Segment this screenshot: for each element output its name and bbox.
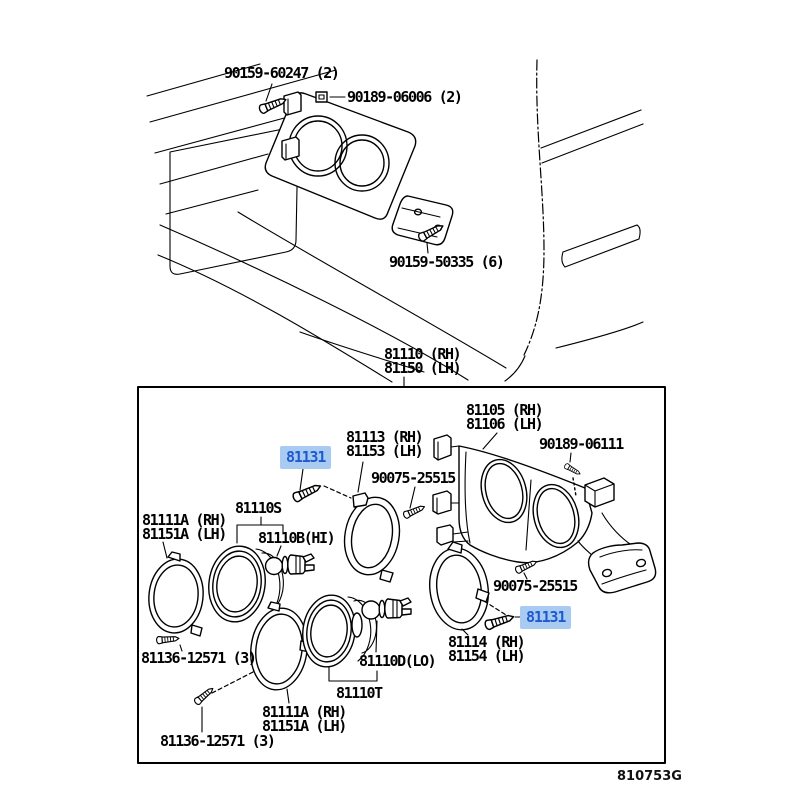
part-label-81110D-LO[interactable]: 81110D(LO): [359, 652, 436, 670]
part-number-81111A-rh-lower[interactable]: 81111A (RH): [262, 703, 346, 721]
part-label-81105-81106[interactable]: [466, 403, 542, 431]
part-number-81151A-lh-lower[interactable]: 81151A (LH): [262, 717, 346, 735]
part-number-81106-lh[interactable]: 81106 (LH): [466, 415, 543, 433]
part-label-90189-06111[interactable]: 90189-06111: [539, 435, 623, 453]
bulb-lo-drawing: [362, 598, 411, 619]
clip-90189-06006-drawing: [316, 92, 327, 102]
part-label-81110-81150[interactable]: [384, 347, 460, 375]
part-label-81131-upper-highlighted[interactable]: 81131: [280, 446, 331, 469]
part-number-81114-rh[interactable]: 81114 (RH): [448, 633, 525, 651]
part-number-81110-rh[interactable]: 81110 (RH): [384, 345, 461, 363]
part-label-81114-81154[interactable]: [448, 635, 524, 663]
part-label-90159-60247[interactable]: 90159-60247 (2): [224, 64, 339, 82]
part-label-81110S[interactable]: 81110S: [235, 499, 281, 517]
part-number-81111A-rh[interactable]: 81111A (RH): [142, 511, 226, 529]
part-number-81105-rh[interactable]: 81105 (RH): [466, 401, 543, 419]
part-label-81131-lower-highlighted[interactable]: 81131: [520, 606, 571, 629]
part-label-81136-12571-upper[interactable]: 81136-12571 (3): [141, 649, 256, 667]
part-label-90075-25515-lower[interactable]: 90075-25515: [493, 577, 577, 595]
part-label-90159-50335[interactable]: 90159-50335 (6): [389, 253, 504, 271]
part-label-81111A-81151A-upper[interactable]: [142, 513, 226, 541]
headlamp-assembly-installed-drawing: [258, 84, 453, 253]
part-number-81150-lh[interactable]: 81150 (LH): [384, 359, 461, 377]
seal-ring-upper-drawing: [339, 493, 406, 582]
part-label-81110B-HI[interactable]: 81110B(HI): [258, 529, 335, 547]
part-label-81110T[interactable]: 81110T: [336, 684, 382, 702]
retaining-ring-upper-drawing: [145, 552, 206, 636]
part-label-90075-25515-upper[interactable]: 90075-25515: [371, 469, 455, 487]
retaining-ring-lower-drawing: [246, 602, 312, 693]
figure-code: 810753G: [617, 769, 682, 784]
seal-ring-lower-drawing: [425, 542, 494, 634]
part-label-90189-06006[interactable]: 90189-06006 (2): [347, 88, 462, 106]
part-label-81113-81153[interactable]: [346, 430, 422, 458]
part-label-81136-12571-lower[interactable]: 81136-12571 (3): [160, 732, 275, 750]
part-number-81113-rh[interactable]: 81113 (RH): [346, 428, 423, 446]
part-label-81111A-81151A-lower[interactable]: [262, 705, 346, 733]
part-number-81153-lh[interactable]: 81153 (LH): [346, 442, 423, 460]
part-number-81151A-lh[interactable]: 81151A (LH): [142, 525, 226, 543]
part-number-81154-lh[interactable]: 81154 (LH): [448, 647, 525, 665]
bulb-hi-drawing: [266, 554, 315, 575]
